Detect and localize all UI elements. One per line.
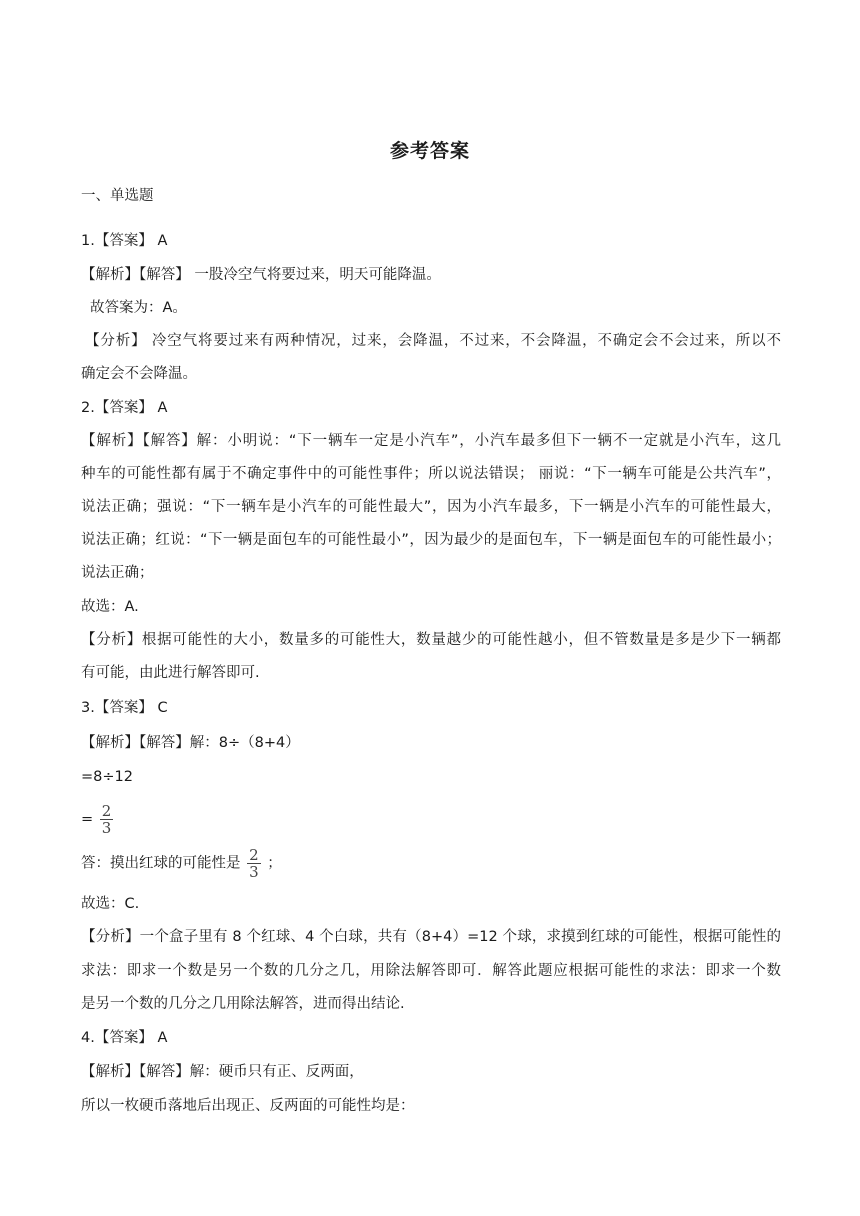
q3-equals: = xyxy=(81,811,94,828)
q4-line1: 【解析】【解答】解：硬币只有正、反两面， xyxy=(81,1064,364,1080)
fraction-denominator: 3 xyxy=(101,819,112,837)
q3-note-line3: 是另一个数的几分之几用除法解答，进而得出结论. xyxy=(81,996,405,1012)
q2-note-line2: 有可能，由此进行解答即可. xyxy=(81,665,260,681)
section-heading: 一、单选题 xyxy=(81,188,154,204)
page-title: 参考答案 xyxy=(389,140,470,162)
q3-answer-text: 答：摸出红球的可能性是 xyxy=(81,855,241,872)
q3-answer-suffix: ； xyxy=(267,855,282,872)
q2-answer: 2.【答案】 A xyxy=(81,400,168,416)
q4-line2: 所以一枚硬币落地后出现正、反两面的可能性均是： xyxy=(81,1098,415,1114)
q1-conclusion: 故答案为：A。 xyxy=(90,300,187,316)
q2-note-line1: 【分析】根据可能性的大小，数量多的可能性大，数量越少的可能性越小，但不管数量是多是少下一辆都 xyxy=(81,632,781,648)
q3-note-line1: 【分析】一个盒子里有 8 个红球、4 个白球，共有（8+4）=12 个球，求摸到红球的可能性，根据可能性的 xyxy=(81,929,781,945)
q1-note-line1: 【分析】 冷空气将要过来有两种情况，过来，会降温，不过来，不会降温，不确定会不会过来，所以不 xyxy=(85,333,781,349)
fraction-denominator: 3 xyxy=(249,863,259,881)
fraction-two-thirds xyxy=(100,804,114,835)
q2-line5: 说法正确； xyxy=(81,565,154,581)
q2-line3: 说法正确；强说：“下一辆车是小汽车的可能性最大”，因为小汽车最多，下一辆是小汽车的可能性最大， xyxy=(81,499,781,515)
q4-answer: 4.【答案】 A xyxy=(81,1030,168,1046)
q1-answer: 1.【答案】 A xyxy=(81,233,168,249)
q3-line3 xyxy=(81,804,781,835)
q1-note-line2: 确定会不会降温。 xyxy=(81,366,197,382)
fraction-two-thirds-answer xyxy=(247,848,261,879)
q1-analysis: 【解析】【解答】 一股冷空气将要过来，明天可能降温。 xyxy=(81,267,441,283)
fraction-numerator: 2 xyxy=(249,846,259,864)
q2-line4: 说法正确；红说：“下一辆是面包车的可能性最小”，因为最少的是面包车，下一辆是面包车的可能性最小； xyxy=(81,532,781,548)
q3-answer: 3.【答案】 C xyxy=(81,700,168,716)
q3-line1: 【解析】【解答】解：8÷（8+4） xyxy=(81,735,300,751)
q2-line1: 【解析】【解答】解：小明说：“下一辆车一定是小汽车”，小汽车最多但下一辆不一定就是小汽车，这几 xyxy=(81,433,781,449)
q3-line2: =8÷12 xyxy=(81,769,133,785)
q2-conclusion: 故选：A. xyxy=(81,599,139,615)
q3-conclusion: 故选：C. xyxy=(81,896,140,912)
q2-line2: 种车的可能性都有属于不确定事件中的可能性事件；所以说法错误； 丽说：“下一辆车可能是公共汽车”， xyxy=(81,466,781,482)
fraction-numerator: 2 xyxy=(101,802,112,820)
q3-line4 xyxy=(81,848,781,879)
q3-note-line2: 求法：即求一个数是另一个数的几分之几，用除法解答即可．解答此题应根据可能性的求法：即求一个数 xyxy=(81,963,781,979)
